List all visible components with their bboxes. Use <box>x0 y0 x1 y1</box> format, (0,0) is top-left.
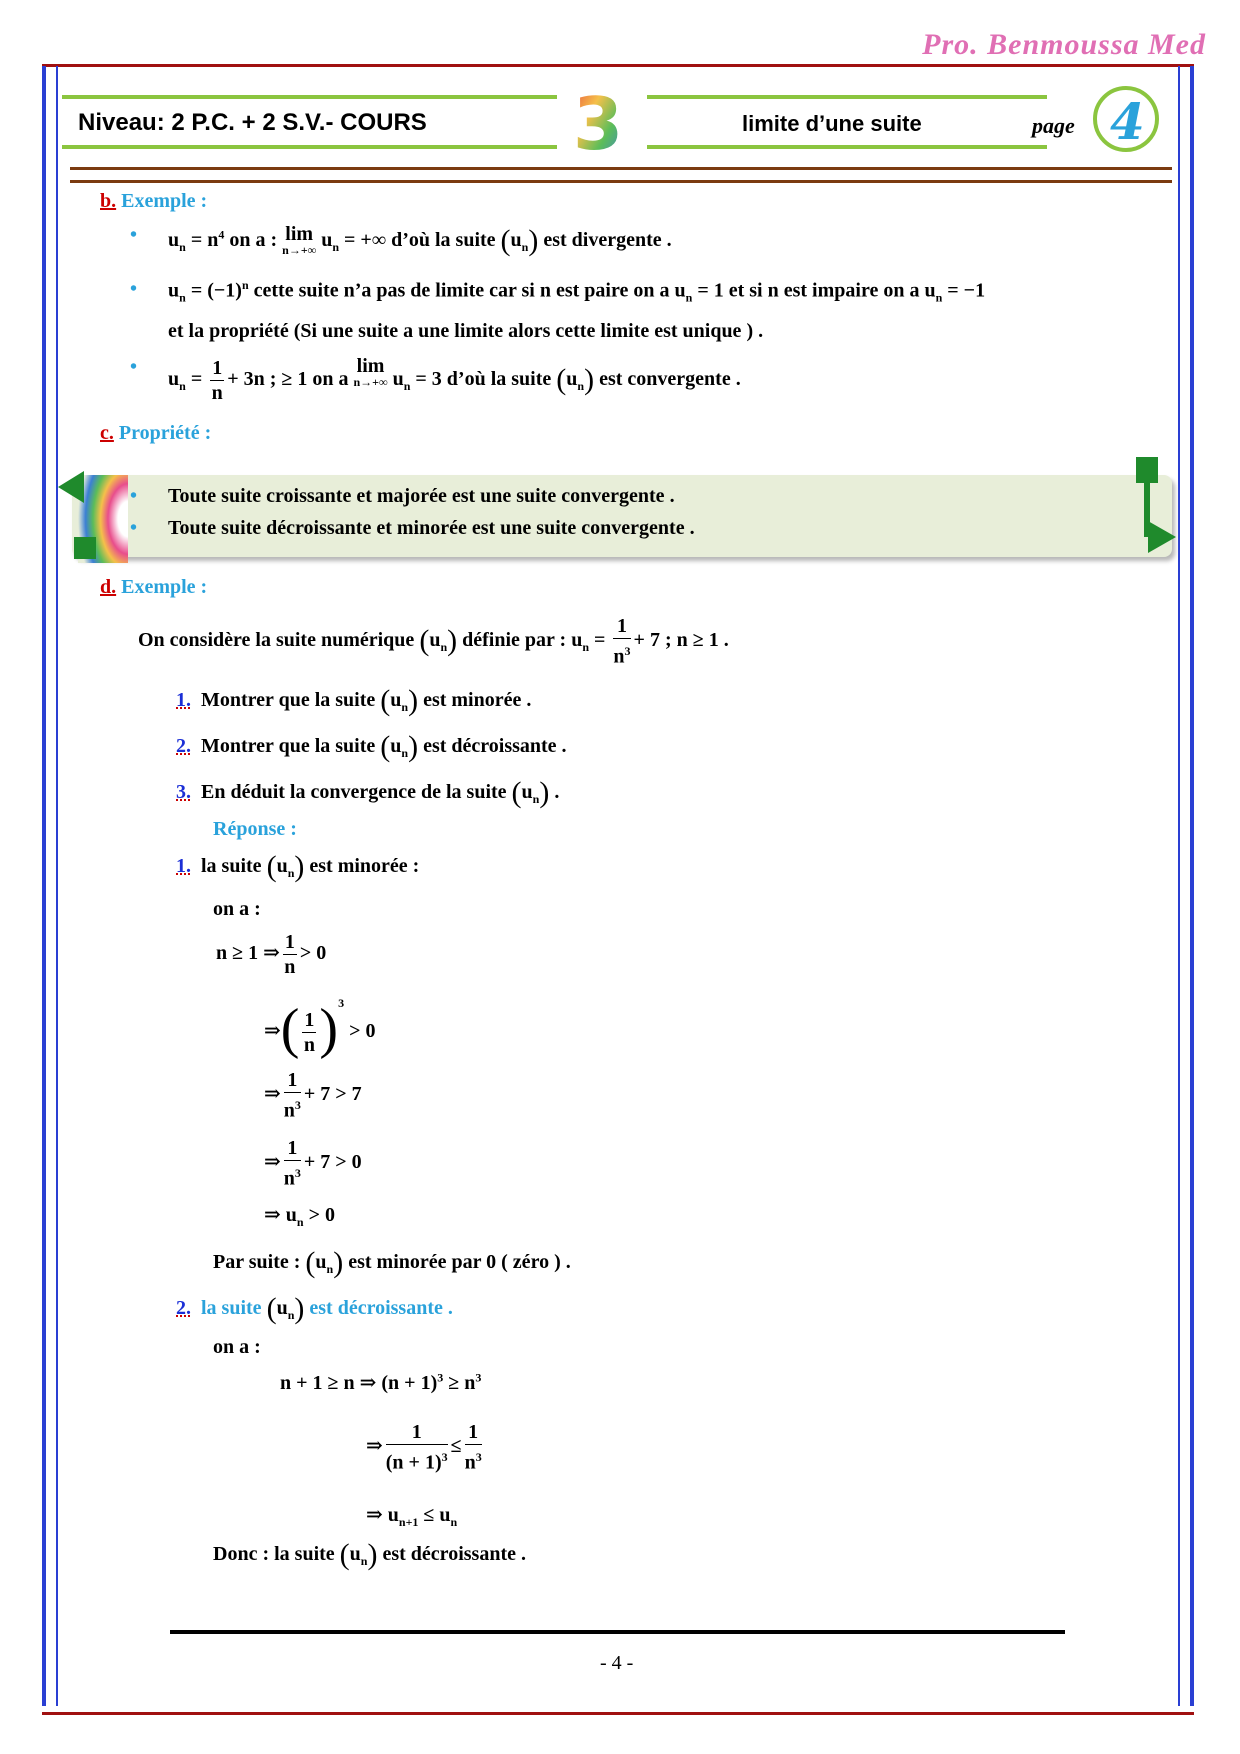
question-1: 1. Montrer que la suite $(u_n)$ est minorée . <box>176 684 532 717</box>
left-border <box>42 66 58 1706</box>
header-separator <box>70 167 1172 183</box>
exercise-statement: On considère la suite numérique $(u_n)$ définie par : $u_n$ = $\frac{1}{n^3}$ + 7 ; n ≥ 1 . <box>138 615 729 668</box>
page-number-badge <box>1092 85 1162 155</box>
section-title: Propriété : <box>118 422 212 444</box>
page-label: page <box>1032 113 1075 138</box>
answer-2-step-2: ⇒ $\frac{1}{(n + 1)^3}$ ≤ $\frac{1}{n^3}$ <box>366 1421 482 1474</box>
answer-title: Réponse : <box>213 818 297 840</box>
property-item-2: • Toute suite décroissante et minorée est une suite convergente . <box>168 517 695 540</box>
answer-2-step-1: n + 1 ≥ n ⇒ $(n + 1)^3 \ge n^3$ <box>280 1370 482 1394</box>
answer-1-step-5: ⇒ $u_n > 0$ <box>264 1204 335 1229</box>
author-name: Pro. Benmoussa Med <box>922 28 1206 61</box>
footer-line <box>170 1630 1065 1634</box>
property-box <box>72 475 1172 557</box>
answer-1-heading: 1. la suite $(u_n)$ est minorée : <box>176 850 420 883</box>
question-3: 3. En déduit la convergence de la suite $(u_n)$ . <box>176 776 560 809</box>
property-item-1: • Toute suite croissante et majorée est une suite convergente . <box>168 485 675 508</box>
section-title: Exemple : <box>121 576 208 598</box>
question-2: 2. Montrer que la suite $(u_n)$ est décroissante . <box>176 730 567 763</box>
answer-1-step-4: ⇒ $\frac{1}{n^3}$ + 7 > 0 <box>264 1137 362 1190</box>
corner-decoration <box>1132 457 1182 557</box>
answer-1-step-2: ⇒( $\frac{1}{n}$ )$^3$ > 0 <box>264 996 376 1060</box>
chapter-title: limite d’une suite <box>742 111 922 136</box>
section-letter: c. <box>100 422 114 444</box>
example-2: • $u_n = (-1)^n$ cette suite n’a pas de limite car si n est paire on a $u_n = 1$ et si n est impaire on a $u_n = -1$ <box>168 278 985 306</box>
answer-1-on-a: on a : <box>213 898 261 920</box>
answer-1-step-3: ⇒ $\frac{1}{n^3}$ + 7 > 7 <box>264 1069 362 1122</box>
section-letter: d. <box>100 576 117 598</box>
header-bar <box>62 87 1177 157</box>
page-number: 4 <box>1110 92 1145 151</box>
chapter-number-logo <box>567 87 642 157</box>
section-d-heading <box>100 576 207 599</box>
chapter-number: 3 <box>573 87 624 157</box>
section-c-heading <box>100 422 211 445</box>
example-3: • $u_n$ = $\frac{1}{n}$ + 3n ; ≥ 1 on a lim n→+∞ $u_n = 3$ d’où la suite $(u_n)$ est convergente . <box>168 356 741 405</box>
rainbow-decoration <box>58 467 128 563</box>
section-title: Exemple : <box>121 190 208 212</box>
section-b-heading <box>100 190 207 213</box>
section-letter: b. <box>100 190 117 212</box>
footer-page-number: - 4 - <box>600 1652 634 1674</box>
answer-1-conclusion: Par suite : $(u_n)$ est minorée par 0 ( zéro ) . <box>213 1246 571 1279</box>
bottom-border <box>42 1712 1194 1715</box>
example-2-line-2: et la propriété (Si une suite a une limite alors cette limite est unique ) . <box>168 320 764 342</box>
right-border <box>1178 66 1194 1706</box>
answer-2-conclusion: Donc : la suite $(u_n)$ est décroissante . <box>213 1538 526 1571</box>
example-1: • $u_n = n^4$ on a : lim n→+∞ $u_n$ = +∞ d’où la suite $(u_n)$ est divergente . <box>168 224 672 258</box>
answer-2-heading: 2. la suite $(u_n)$ est décroissante . <box>176 1292 453 1325</box>
answer-1-step-1: n ≥ 1 ⇒ $\frac{1}{n}$ > 0 <box>216 931 327 978</box>
level-label: Niveau: 2 P.C. + 2 S.V.- COURS <box>78 109 427 136</box>
answer-2-step-3: ⇒ $u_{n+1} \le u_n$ <box>366 1504 458 1529</box>
answer-2-on-a: on a : <box>213 1336 261 1358</box>
top-border <box>42 64 1194 67</box>
